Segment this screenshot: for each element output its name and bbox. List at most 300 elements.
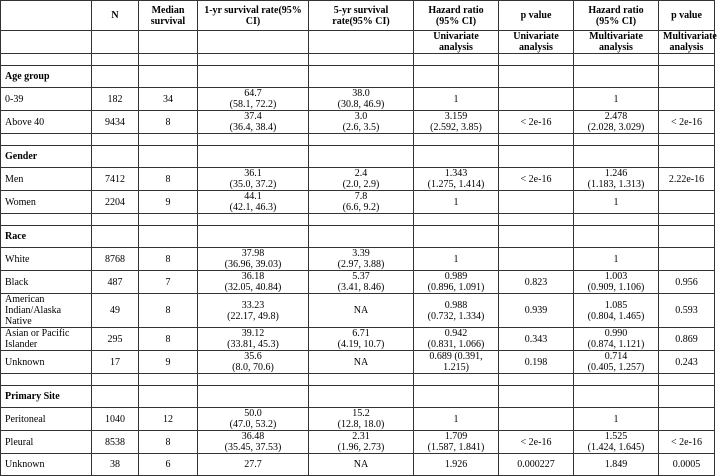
- multi-hr-cell: [574, 328, 659, 351]
- spacer-cell: [659, 214, 715, 226]
- n-cell: [92, 88, 139, 111]
- n-cell: [92, 168, 139, 191]
- spacer-cell: [499, 134, 574, 146]
- uni-p-cell-value: 0.198: [524, 356, 548, 368]
- multi-p-cell: [659, 248, 715, 271]
- section-empty-cell: [198, 226, 309, 248]
- 5yr-cell: [309, 408, 414, 431]
- uni-hr-cell-value: 1: [453, 196, 459, 208]
- 5yr-cell: [309, 328, 414, 351]
- uni-p-cell-value: 0.939: [524, 305, 548, 316]
- multi-p-cell-value: 0.0005: [672, 459, 701, 470]
- spacer-cell: [92, 374, 139, 386]
- table-row: [1, 191, 715, 214]
- uni-hr-cell: [414, 351, 499, 374]
- uni-hr-cell: [414, 191, 499, 214]
- subheader-cell: [1, 31, 92, 54]
- subheader-row: [1, 31, 715, 54]
- 1yr-cell-ci: (58.1, 72.2): [229, 99, 277, 110]
- multi-p-cell: [659, 111, 715, 134]
- uni-p-cell-value: 0.000227: [517, 459, 555, 470]
- median-cell: [139, 351, 198, 374]
- median-cell: [139, 88, 198, 111]
- 5yr-cell-ci: (2.97, 3.88): [337, 259, 385, 270]
- 5yr-cell: [309, 111, 414, 134]
- uni-hr-cell-value: 3.159: [444, 111, 468, 122]
- subheader-cell: [139, 31, 198, 54]
- subheader-multivariate: Multivariate analysis: [574, 31, 659, 54]
- 1yr-cell: [198, 328, 309, 351]
- multi-hr-cell: [574, 168, 659, 191]
- subheader-univariate: Univariate analysis: [414, 31, 499, 54]
- row-label: White: [1, 248, 92, 271]
- uni-hr-cell: [414, 248, 499, 271]
- uni-p-cell: [499, 248, 574, 271]
- 5yr-cell-ci: (12.8, 18.0): [337, 419, 385, 430]
- uni-hr-cell-value: 1.926: [444, 459, 468, 470]
- uni-p-cell-value: < 2e-16: [520, 173, 552, 185]
- section-empty-cell: [574, 146, 659, 168]
- 1yr-cell-ci: (35.0, 37.2): [229, 179, 277, 190]
- 5yr-cell: [309, 191, 414, 214]
- median-cell-value: 8: [165, 116, 171, 128]
- 1yr-cell: [198, 168, 309, 191]
- 5yr-cell: [309, 271, 414, 294]
- uni-hr-cell-ci: (1.275, 1.414): [427, 179, 485, 190]
- section-row: [1, 226, 715, 248]
- subheader-multivariate-p: Multivariate analysis: [659, 31, 715, 54]
- multi-hr-cell-value: 1.003: [604, 271, 628, 282]
- section-title: Race: [1, 226, 92, 248]
- spacer-cell: [92, 214, 139, 226]
- row-label: Asian or Pacific Islander: [1, 328, 92, 351]
- uni-p-cell: [499, 88, 574, 111]
- multi-hr-cell-value: 1.525: [604, 431, 628, 442]
- header-cell-1yr: 1-yr survival rate(95% CI): [198, 1, 309, 31]
- 1yr-cell: [198, 271, 309, 294]
- multi-hr-cell-value: 1: [613, 413, 619, 425]
- 1yr-cell-value: 27.7: [244, 459, 262, 470]
- spacer-cell: [499, 54, 574, 66]
- section-empty-cell: [92, 66, 139, 88]
- n-cell-value: 38: [110, 459, 120, 470]
- n-cell-value: 8768: [105, 253, 125, 265]
- uni-p-cell: [499, 111, 574, 134]
- spacer-row: [1, 374, 715, 386]
- 1yr-cell-value: 36.18: [241, 271, 265, 282]
- 1yr-cell-ci: (36.4, 38.4): [229, 122, 277, 133]
- spacer-cell: [574, 214, 659, 226]
- uni-hr-cell: [414, 454, 499, 476]
- subheader-cell: [309, 31, 414, 54]
- median-cell-value: 12: [163, 413, 173, 425]
- n-cell-value: 182: [107, 93, 123, 105]
- 1yr-cell-ci: (22.17, 49.8): [227, 310, 279, 322]
- n-cell: [92, 328, 139, 351]
- uni-hr-cell: [414, 294, 499, 328]
- uni-p-cell: [499, 408, 574, 431]
- 1yr-cell: [198, 191, 309, 214]
- 1yr-cell-value: 39.12: [241, 328, 265, 339]
- spacer-cell: [659, 134, 715, 146]
- uni-hr-cell: [414, 431, 499, 454]
- n-cell-value: 8538: [105, 436, 125, 448]
- spacer-cell: [139, 54, 198, 66]
- median-cell-value: 8: [165, 436, 171, 448]
- 5yr-cell: [309, 431, 414, 454]
- table-row: [1, 294, 715, 328]
- multi-p-cell-value: 0.869: [675, 333, 698, 345]
- median-cell: [139, 248, 198, 271]
- 5yr-cell: [309, 351, 414, 374]
- multi-p-cell-value: 0.243: [675, 356, 698, 368]
- n-cell-value: 487: [107, 276, 123, 288]
- multi-hr-cell-value: 1: [613, 93, 619, 105]
- spacer-cell: [414, 214, 499, 226]
- multi-hr-cell: [574, 271, 659, 294]
- 5yr-cell-ci: (3.41, 8.46): [337, 282, 385, 293]
- n-cell: [92, 271, 139, 294]
- uni-hr-cell-value: 0.689 (0.391,: [429, 351, 483, 362]
- spacer-cell: [659, 374, 715, 386]
- 1yr-cell-ci: (8.0, 70.6): [232, 362, 274, 373]
- multi-hr-cell-ci: (2.028, 3.029): [587, 122, 645, 133]
- 5yr-cell-value: 5.37: [352, 271, 370, 282]
- multi-p-cell: [659, 328, 715, 351]
- row-label: Above 40: [1, 111, 92, 134]
- table-row: [1, 431, 715, 454]
- 5yr-cell-ci: (4.19, 10.7): [337, 339, 385, 350]
- spacer-cell: [309, 374, 414, 386]
- table-row: [1, 248, 715, 271]
- multi-hr-cell: [574, 431, 659, 454]
- spacer-cell: [659, 54, 715, 66]
- section-empty-cell: [198, 386, 309, 408]
- median-cell-value: 9: [165, 196, 171, 208]
- section-empty-cell: [414, 226, 499, 248]
- section-row: [1, 146, 715, 168]
- 5yr-cell: [309, 88, 414, 111]
- 1yr-cell: [198, 248, 309, 271]
- 5yr-cell-value: 3.0: [354, 111, 368, 122]
- 1yr-cell-value: 50.0: [244, 408, 262, 419]
- n-cell: [92, 248, 139, 271]
- spacer-cell: [92, 134, 139, 146]
- row-label: Black: [1, 271, 92, 294]
- multi-hr-cell: [574, 191, 659, 214]
- section-empty-cell: [198, 66, 309, 88]
- spacer-cell: [1, 374, 92, 386]
- section-empty-cell: [659, 226, 715, 248]
- uni-hr-cell-ci: (0.732, 1.334): [427, 310, 485, 322]
- median-cell: [139, 168, 198, 191]
- spacer-cell: [499, 374, 574, 386]
- section-row: [1, 66, 715, 88]
- section-empty-cell: [414, 66, 499, 88]
- 5yr-cell-value: 2.31: [352, 431, 370, 442]
- spacer-cell: [1, 214, 92, 226]
- median-cell: [139, 111, 198, 134]
- 5yr-cell: [309, 248, 414, 271]
- section-empty-cell: [92, 146, 139, 168]
- 5yr-cell-ci: (1.96, 2.73): [337, 442, 385, 453]
- uni-hr-cell-ci: (0.831, 1.066): [427, 339, 485, 350]
- uni-hr-cell-value: 0.988: [444, 299, 468, 311]
- 1yr-cell-value: 35.6: [244, 351, 262, 362]
- uni-p-cell: [499, 271, 574, 294]
- 1yr-cell-value: 37.4: [244, 111, 262, 122]
- 1yr-cell: [198, 454, 309, 476]
- row-label: Pleural: [1, 431, 92, 454]
- multi-p-cell: [659, 351, 715, 374]
- 5yr-cell-value: 15.2: [352, 408, 370, 419]
- 1yr-cell-value: 36.1: [244, 168, 262, 179]
- median-cell: [139, 294, 198, 328]
- multi-hr-cell-ci: (0.804, 1.465): [587, 310, 645, 322]
- uni-hr-cell: [414, 328, 499, 351]
- section-empty-cell: [414, 386, 499, 408]
- uni-hr-cell-value: 1: [453, 93, 459, 105]
- 1yr-cell-value: 64.7: [244, 88, 262, 99]
- n-cell-value: 7412: [105, 173, 125, 185]
- n-cell-value: 49: [110, 305, 120, 316]
- header-cell-median: Median survival: [139, 1, 198, 31]
- subheader-cell: [198, 31, 309, 54]
- n-cell-value: 9434: [105, 116, 125, 128]
- 1yr-cell: [198, 294, 309, 328]
- table-row: [1, 111, 715, 134]
- 5yr-cell-ci: (30.8, 46.9): [337, 99, 385, 110]
- uni-p-cell: [499, 454, 574, 476]
- spacer-cell: [574, 54, 659, 66]
- n-cell: [92, 408, 139, 431]
- section-empty-cell: [574, 66, 659, 88]
- uni-p-cell: [499, 351, 574, 374]
- uni-hr-cell-value: 0.942: [444, 328, 468, 339]
- section-empty-cell: [198, 146, 309, 168]
- 5yr-cell: [309, 168, 414, 191]
- spacer-cell: [198, 134, 309, 146]
- header-cell-uni-p: p value: [499, 1, 574, 31]
- uni-p-cell: [499, 431, 574, 454]
- uni-p-cell: [499, 294, 574, 328]
- header-cell-uni-hr: Hazard ratio (95% CI): [414, 1, 499, 31]
- multi-p-cell-value: 2.22e-16: [668, 173, 705, 185]
- section-empty-cell: [574, 386, 659, 408]
- multi-p-cell-value: 0.593: [675, 305, 698, 316]
- multi-hr-cell: [574, 408, 659, 431]
- multi-p-cell-value: 0.956: [675, 276, 698, 288]
- 5yr-cell-value: NA: [353, 459, 369, 470]
- 5yr-cell: [309, 294, 414, 328]
- multi-hr-cell: [574, 294, 659, 328]
- median-cell: [139, 431, 198, 454]
- section-empty-cell: [139, 386, 198, 408]
- n-cell: [92, 294, 139, 328]
- multi-p-cell: [659, 191, 715, 214]
- 1yr-cell: [198, 88, 309, 111]
- multi-p-cell: [659, 88, 715, 111]
- median-cell-value: 9: [165, 356, 171, 368]
- n-cell: [92, 191, 139, 214]
- spacer-cell: [414, 374, 499, 386]
- median-cell: [139, 271, 198, 294]
- uni-hr-cell: [414, 271, 499, 294]
- median-cell: [139, 191, 198, 214]
- uni-hr-cell-value: 1.709: [444, 431, 468, 442]
- spacer-cell: [1, 54, 92, 66]
- 1yr-cell-ci: (36.96, 39.03): [224, 259, 282, 270]
- spacer-cell: [414, 134, 499, 146]
- multi-hr-cell: [574, 248, 659, 271]
- multi-p-cell: [659, 454, 715, 476]
- multi-hr-cell-value: 1.246: [604, 168, 628, 179]
- subheader-cell: [92, 31, 139, 54]
- 1yr-cell-value: 44.1: [244, 191, 262, 202]
- 5yr-cell-ci: (2.0, 2.9): [342, 179, 380, 190]
- header-cell-n: N: [92, 1, 139, 31]
- multi-hr-cell-value: 1: [613, 253, 619, 265]
- uni-hr-cell-ci: 1.215): [443, 362, 469, 373]
- table-row: [1, 168, 715, 191]
- n-cell-value: 2204: [105, 196, 125, 208]
- spacer-cell: [198, 54, 309, 66]
- multi-hr-cell-ci: (0.405, 1.257): [587, 362, 645, 373]
- table-row: [1, 328, 715, 351]
- section-empty-cell: [92, 386, 139, 408]
- uni-hr-cell: [414, 408, 499, 431]
- 1yr-cell-ci: (42.1, 46.3): [229, 202, 277, 213]
- uni-p-cell-value: < 2e-16: [520, 116, 552, 128]
- multi-hr-cell-value: 2.478: [604, 111, 628, 122]
- 1yr-cell-value: 37.98: [241, 248, 265, 259]
- multi-p-cell-value: < 2e-16: [671, 436, 702, 448]
- median-cell: [139, 408, 198, 431]
- uni-p-cell-value: 0.823: [524, 276, 548, 288]
- section-empty-cell: [309, 66, 414, 88]
- spacer-cell: [1, 134, 92, 146]
- spacer-row: [1, 214, 715, 226]
- 5yr-cell-ci: (2.6, 3.5): [342, 122, 380, 133]
- section-empty-cell: [139, 66, 198, 88]
- section-empty-cell: [574, 226, 659, 248]
- n-cell-value: 1040: [105, 413, 125, 425]
- 1yr-cell: [198, 351, 309, 374]
- uni-hr-cell-ci: (0.896, 1.091): [427, 282, 485, 293]
- multi-hr-cell-ci: (1.183, 1.313): [587, 179, 645, 190]
- subheader-univariate-p: Univariate analysis: [499, 31, 574, 54]
- uni-hr-cell-ci: (2.592, 3.85): [430, 122, 482, 133]
- spacer-cell: [499, 214, 574, 226]
- uni-p-cell: [499, 191, 574, 214]
- section-title: Primary Site: [1, 386, 92, 408]
- spacer-cell: [139, 134, 198, 146]
- multi-hr-cell: [574, 454, 659, 476]
- uni-p-cell-value: 0.343: [524, 333, 548, 345]
- median-cell-value: 6: [165, 459, 171, 470]
- section-empty-cell: [659, 146, 715, 168]
- median-cell: [139, 454, 198, 476]
- multi-p-cell: [659, 294, 715, 328]
- uni-hr-cell-value: 0.989: [444, 271, 468, 282]
- spacer-cell: [139, 214, 198, 226]
- row-label: Peritoneal: [1, 408, 92, 431]
- multi-hr-cell: [574, 88, 659, 111]
- uni-hr-cell: [414, 88, 499, 111]
- uni-hr-cell: [414, 111, 499, 134]
- uni-hr-cell-value: 1: [453, 413, 459, 425]
- section-empty-cell: [309, 386, 414, 408]
- median-cell-value: 8: [165, 173, 171, 185]
- multi-hr-cell-ci: (1.424, 1.645): [587, 442, 645, 453]
- uni-p-cell-value: < 2e-16: [520, 436, 552, 448]
- section-row: [1, 386, 715, 408]
- header-cell-5yr: 5-yr survival rate(95% CI): [309, 1, 414, 31]
- multi-hr-cell-value: 1: [613, 196, 619, 208]
- 1yr-cell: [198, 431, 309, 454]
- section-empty-cell: [659, 66, 715, 88]
- row-label: Men: [1, 168, 92, 191]
- spacer-cell: [198, 374, 309, 386]
- section-title: Age group: [1, 66, 92, 88]
- spacer-cell: [92, 54, 139, 66]
- 1yr-cell-ci: (35.45, 37.53): [224, 442, 282, 453]
- n-cell: [92, 454, 139, 476]
- section-title: Gender: [1, 146, 92, 168]
- spacer-cell: [574, 134, 659, 146]
- 5yr-cell-value: NA: [353, 305, 369, 316]
- multi-hr-cell-value: 0.714: [604, 351, 628, 362]
- uni-hr-cell-value: 1: [453, 253, 459, 265]
- 5yr-cell: [309, 454, 414, 476]
- multi-hr-cell-value: 1.085: [604, 299, 628, 311]
- 5yr-cell-value: 6.71: [352, 328, 370, 339]
- table-row: [1, 351, 715, 374]
- section-empty-cell: [499, 226, 574, 248]
- section-empty-cell: [499, 66, 574, 88]
- multi-hr-cell-value: 1.849: [604, 459, 628, 470]
- section-empty-cell: [659, 386, 715, 408]
- multi-p-cell-value: < 2e-16: [671, 116, 702, 128]
- spacer-cell: [309, 214, 414, 226]
- section-empty-cell: [309, 146, 414, 168]
- uni-hr-cell-ci: (1.587, 1.841): [427, 442, 485, 453]
- spacer-cell: [574, 374, 659, 386]
- row-label: American Indian/Alaska Native: [1, 294, 92, 328]
- 5yr-cell-value: 2.4: [354, 168, 368, 179]
- 5yr-cell-value: 38.0: [352, 88, 370, 99]
- header-cell-label: [1, 1, 92, 31]
- spacer-cell: [309, 54, 414, 66]
- 1yr-cell-ci: (33.81, 45.3): [227, 339, 279, 350]
- median-cell-value: 8: [165, 253, 171, 265]
- spacer-row: [1, 134, 715, 146]
- row-label: 0-39: [1, 88, 92, 111]
- n-cell-value: 295: [107, 333, 123, 345]
- 5yr-cell-value: 7.8: [354, 191, 368, 202]
- multi-hr-cell: [574, 111, 659, 134]
- n-cell: [92, 431, 139, 454]
- 1yr-cell-value: 33.23: [241, 299, 265, 311]
- 1yr-cell: [198, 111, 309, 134]
- table-row: [1, 88, 715, 111]
- uni-hr-cell: [414, 168, 499, 191]
- n-cell: [92, 111, 139, 134]
- 1yr-cell-ci: (47.0, 53.2): [229, 419, 277, 430]
- section-empty-cell: [139, 146, 198, 168]
- multi-p-cell: [659, 408, 715, 431]
- section-empty-cell: [499, 386, 574, 408]
